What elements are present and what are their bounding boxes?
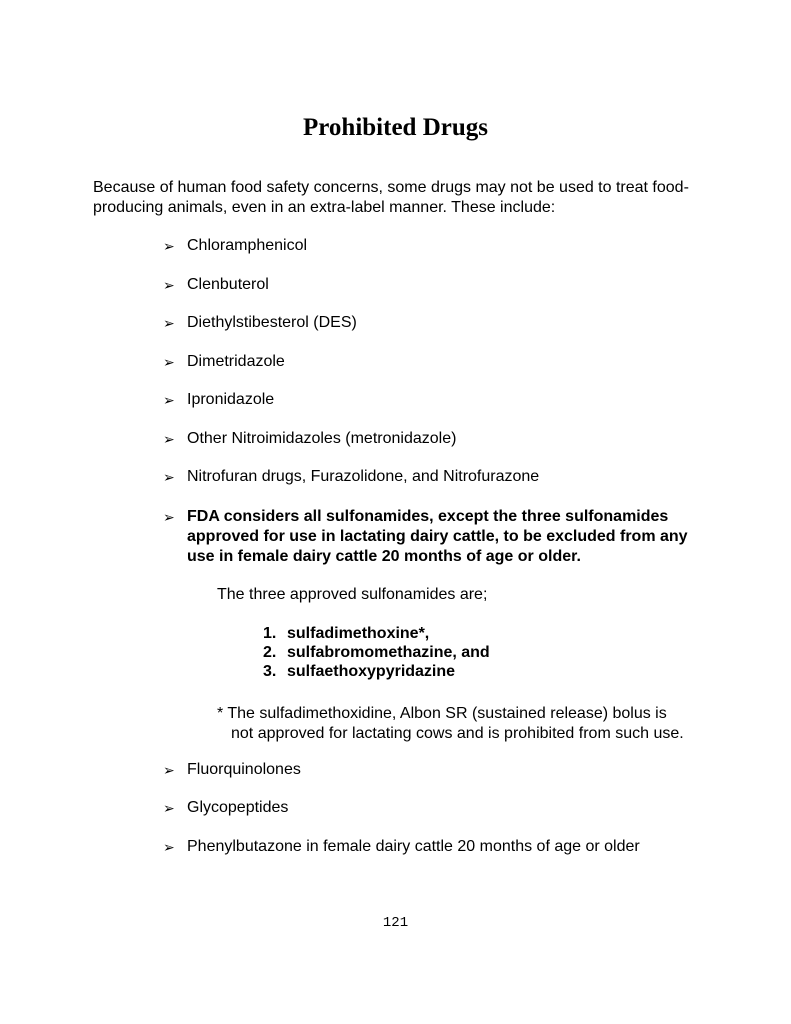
numbered-item: [263, 624, 490, 643]
list-item: [163, 313, 723, 333]
list-item: [163, 352, 723, 372]
item-number: 1.: [263, 625, 277, 642]
list-item: [163, 507, 708, 567]
arrowhead-bullet-icon: ➢: [163, 762, 175, 778]
list-item-text: Other Nitroimidazoles (metronidazole): [187, 430, 457, 447]
list-item-text: Chloramphenicol: [187, 237, 308, 254]
arrowhead-bullet-icon: ➢: [163, 431, 175, 447]
intro-paragraph: Because of human food safety concerns, some drugs may not be used to treat food-producing animals, even in an extra-label manner. These include:: [93, 179, 689, 216]
list-item-text: Dimetridazole: [187, 353, 285, 370]
list-item: [163, 837, 723, 857]
item-text: sulfaethoxypyridazine: [287, 663, 456, 680]
list-item-text: FDA considers all sulfonamides, except the three sulfonamides approved for use in lactating dairy cattle, to be excluded from any use in female dairy cattle 20 months of age or older.: [187, 508, 688, 565]
arrowhead-bullet-icon: ➢: [163, 469, 175, 485]
item-number: 2.: [263, 644, 277, 661]
footnote-line-2: not approved for lactating cows and is prohibited from such use.: [231, 725, 684, 742]
list-item: [163, 390, 723, 410]
numbered-item: [263, 662, 490, 681]
arrowhead-bullet-icon: ➢: [163, 800, 175, 816]
list-item-text: Glycopeptides: [187, 799, 289, 816]
numbered-item: [263, 643, 490, 662]
item-number: 3.: [263, 663, 277, 680]
list-item: [163, 275, 723, 295]
approved-sulfonamides-intro: The three approved sulfonamides are;: [217, 586, 488, 603]
page-title: Prohibited Drugs: [303, 114, 488, 141]
list-item: [163, 467, 723, 487]
arrowhead-bullet-icon: ➢: [163, 839, 175, 855]
list-item: [163, 429, 723, 449]
arrowhead-bullet-icon: ➢: [163, 509, 175, 525]
arrowhead-bullet-icon: ➢: [163, 392, 175, 408]
page-number: 121: [382, 915, 409, 931]
list-item: [163, 798, 723, 818]
list-item-text: Fluorquinolones: [187, 761, 301, 778]
list-item-text: Nitrofuran drugs, Furazolidone, and Nitrofurazone: [187, 468, 540, 485]
footnote: [217, 704, 717, 744]
list-item-text: Phenylbutazone in female dairy cattle 20 months of age or older: [187, 838, 640, 855]
list-item: [163, 760, 723, 780]
arrowhead-bullet-icon: ➢: [163, 277, 175, 293]
arrowhead-bullet-icon: ➢: [163, 315, 175, 331]
arrowhead-bullet-icon: ➢: [163, 238, 175, 254]
list-item: [163, 236, 723, 256]
approved-sulfonamides-list: [263, 624, 490, 681]
item-text: sulfadimethoxine*,: [287, 625, 430, 642]
list-item-text: Diethylstibesterol (DES): [187, 314, 357, 331]
list-item-text: Ipronidazole: [187, 391, 275, 408]
footnote-line-1: * The sulfadimethoxidine, Albon SR (sustained release) bolus is: [217, 705, 667, 722]
item-text: sulfabromomethazine, and: [287, 644, 490, 661]
arrowhead-bullet-icon: ➢: [163, 354, 175, 370]
list-item-text: Clenbuterol: [187, 276, 269, 293]
